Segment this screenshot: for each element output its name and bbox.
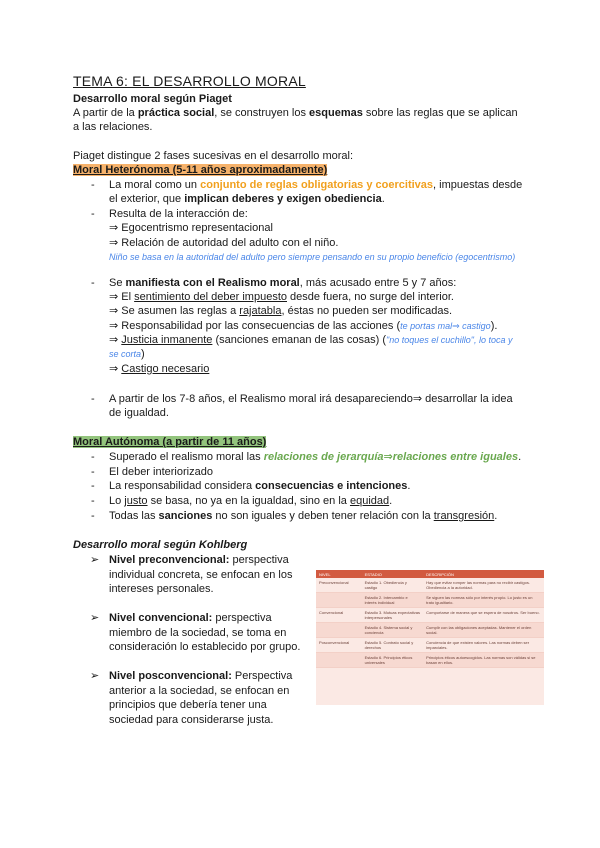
heteronoma-b3: Se manifiesta con el Realismo moral, más acusado entre 5 y 7 años: [109, 277, 457, 289]
kohlberg-n1-line-3: intereses personales. [109, 583, 214, 595]
kohlberg-n3-line-2: anterior a la sociedad, se enfocan en [109, 685, 290, 697]
heteronoma-b1-line-2: el exterior, que implican deberes y exigen obediencia. [109, 193, 385, 205]
table-header-cell: DESCRIPCIÓN [423, 570, 544, 578]
table-cell: Hay que evitar romper las normas para no recibir castigos. Obediencia a la autoridad. [423, 578, 544, 593]
kohlberg-n3-line-1: Nivel posconvencional: Perspectiva [109, 670, 293, 682]
kohlberg-n3-line-4: sociedad para considerarse justa. [109, 714, 274, 726]
table-header-cell: ESTADIO [362, 570, 424, 578]
realismo-item-2: ⇒ Se asumen las reglas a rajatabla, éstas no pueden ser modificadas. [109, 305, 453, 317]
arrow-bullet-icon: ➢ [90, 554, 100, 566]
heteronoma-b2-note: Niño se basa en la autoridad del adulto pero siempre pensando en su propio beneficio (egocentrismo) [109, 252, 516, 262]
bullet-dash: - [91, 480, 95, 492]
autonoma-item-1: Superado el realismo moral las relaciones de jerarquía⇒relaciones entre iguales. [109, 451, 522, 463]
heteronoma-b4-line-1: A partir de los 7-8 años, el Realismo moral irá desapareciendo⇒ desarrollar la idea [109, 393, 513, 405]
table-cell: Convencional [316, 608, 362, 623]
bullet-dash: - [91, 495, 95, 507]
table-row [316, 608, 544, 623]
kohlberg-n2-line-1: Nivel convencional: perspectiva [109, 612, 272, 624]
table-cell: Principios éticos autoescogidos. Las normas son válidas si se basan en ellos. [423, 653, 544, 668]
heteronoma-heading: Moral Heterónoma (5-11 años aproximadamente) [73, 164, 328, 176]
kohlberg-n3-line-3: principios que debería tener una [109, 699, 267, 711]
table-cell: Estadio 6. Principios éticos universales [362, 653, 424, 668]
table-row [316, 593, 544, 608]
bullet-dash: - [91, 179, 95, 191]
kohlberg-n1-line-1: Nivel preconvencional: perspectiva [109, 554, 289, 566]
bullet-dash: - [91, 451, 95, 463]
table-cell: Estadio 3. Mutuas expectativas interpersonales [362, 608, 424, 623]
piaget-intro-line-1: A partir de la práctica social, se construyen los esquemas sobre las reglas que se aplican [73, 107, 518, 119]
piaget-heading: Desarrollo moral según Piaget [73, 93, 232, 105]
kohlberg-heading: Desarrollo moral según Kohlberg [73, 539, 248, 551]
table-cell: Se siguen las normas sólo por interés propio. Lo justo es un trato igualitario. [423, 593, 544, 608]
realismo-item-1: ⇒ El sentimiento del deber impuesto desde fuera, no surge del interior. [109, 291, 454, 303]
bullet-dash: - [91, 466, 95, 478]
heteronoma-b2-item-2: ⇒ Relación de autoridad del adulto con el niño. [109, 237, 339, 249]
table-row [316, 623, 544, 638]
autonoma-item-2: El deber interiorizado [109, 466, 213, 478]
table-cell: Preconvencional [316, 578, 362, 593]
bullet-dash: - [91, 510, 95, 522]
arrow-bullet-icon: ➢ [90, 670, 100, 682]
table-row [316, 653, 544, 668]
table-row [316, 578, 544, 593]
table-cell [316, 653, 362, 668]
heteronoma-b1-line-1: La moral como un conjunto de reglas obligatorias y coercitivas, impuestas desde [109, 179, 523, 191]
page-title: TEMA 6: EL DESARROLLO MORAL [73, 73, 306, 89]
realismo-item-4-cont: se corta) [109, 348, 145, 360]
kohlberg-n2-line-2: miembro de la sociedad, se toma en [109, 627, 287, 639]
table-cell: Conciencia de que existen valores. Las normas deben ser imparciales. [423, 638, 544, 653]
arrow-bullet-icon: ➢ [90, 612, 100, 624]
realismo-item-3: ⇒ Responsabilidad por las consecuencias de las acciones (te portas mal⇒ castigo). [109, 320, 498, 332]
table-row [316, 638, 544, 653]
heteronoma-b4-line-2: de igualdad. [109, 407, 169, 419]
heteronoma-b2-item-1: ⇒ Egocentrismo representacional [109, 222, 273, 234]
kohlberg-stages-table [316, 570, 544, 705]
piaget-intro-line-2: a las relaciones. [73, 121, 153, 133]
autonoma-heading: Moral Autónoma (a partir de 11 años) [73, 436, 267, 448]
table-cell [316, 623, 362, 638]
table-cell: Estadio 2. Intercambio e interés individual [362, 593, 424, 608]
table-cell: Comportarse de manera que se espera de nosotros. Ser bueno. [423, 608, 544, 623]
kohlberg-n2-line-3: consideración lo establecido por grupo. [109, 641, 301, 653]
table-cell: Estadio 4. Sistema social y conciencia [362, 623, 424, 638]
autonoma-item-5: Todas las sanciones no son iguales y deben tener relación con la transgresión. [109, 510, 498, 522]
table-cell: Estadio 5. Contrato social y derechos [362, 638, 424, 653]
autonoma-item-4: Lo justo se basa, no ya en la igualdad, sino en la equidad. [109, 495, 393, 507]
table-header-cell: NIVEL [316, 570, 362, 578]
table-cell: Cumplir con las obligaciones aceptadas. Mantener el orden social. [423, 623, 544, 638]
bullet-dash: - [91, 393, 95, 405]
table-cell: Posconvencional [316, 638, 362, 653]
bullet-dash: - [91, 277, 95, 289]
realismo-item-5: ⇒ Castigo necesario [109, 363, 210, 375]
table-cell: Estadio 1. Obediencia y castigo [362, 578, 424, 593]
piaget-phases: Piaget distingue 2 fases sucesivas en el desarrollo moral: [73, 150, 354, 162]
realismo-item-4: ⇒ Justicia inmanente (sanciones emanan de las cosas) ("no toques el cuchillo", lo toca y [109, 334, 513, 346]
kohlberg-n1-line-2: individual concreta, se enfocan en los [109, 569, 293, 581]
table-cell [316, 593, 362, 608]
heteronoma-b2: Resulta de la interacción de: [109, 208, 248, 220]
bullet-dash: - [91, 208, 95, 220]
autonoma-item-3: La responsabilidad considera consecuencias e intenciones. [109, 480, 411, 492]
